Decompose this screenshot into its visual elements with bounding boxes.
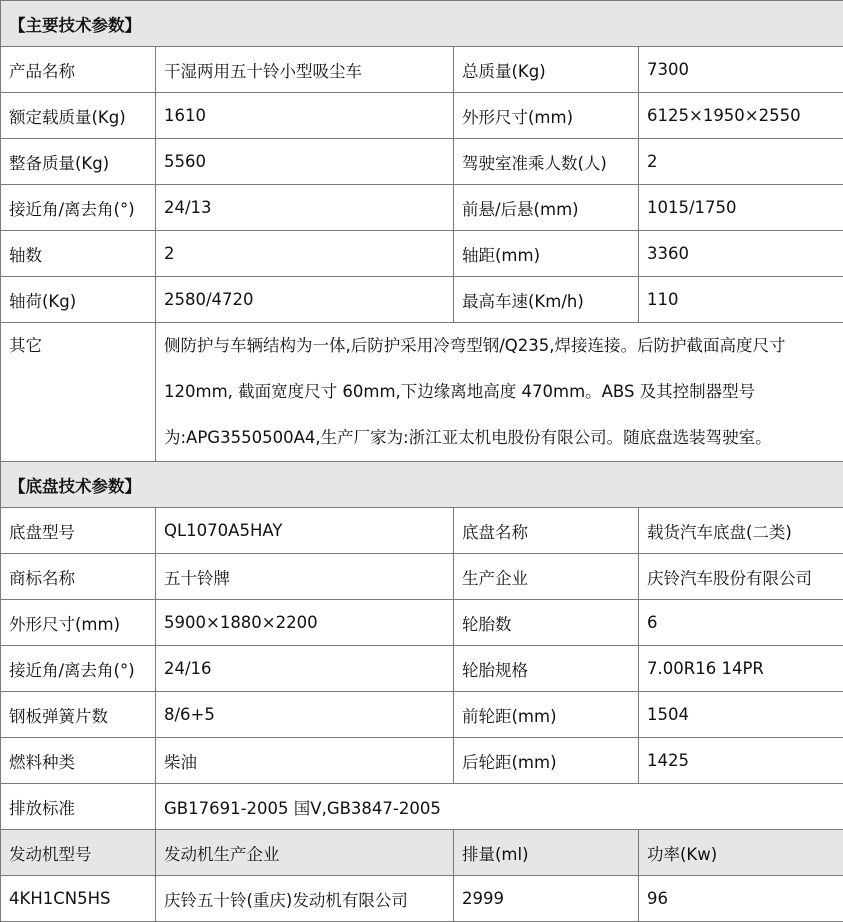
table-row bbox=[1, 47, 843, 93]
cell-value: 2 bbox=[639, 139, 843, 185]
emission-value: GB17691-2005 国Ⅴ,GB3847-2005 bbox=[156, 784, 843, 830]
engine-header-row bbox=[1, 830, 843, 876]
cell-label: 额定载质量(Kg) bbox=[1, 93, 156, 139]
cell-label: 后轮距(mm) bbox=[454, 738, 639, 784]
engine-header-cell: 功率(Kw) bbox=[639, 830, 843, 876]
cell-label: 接近角/离去角(°) bbox=[1, 646, 156, 692]
cell-value: 7300 bbox=[639, 47, 843, 93]
other-text-cell bbox=[156, 323, 843, 462]
cell-label: 总质量(Kg) bbox=[454, 47, 639, 93]
cell-label: 外形尺寸(mm) bbox=[1, 600, 156, 646]
cell-label: 燃料种类 bbox=[1, 738, 156, 784]
cell-value: 五十铃牌 bbox=[156, 554, 454, 600]
chassis-section-title: 【底盘技术参数】 bbox=[1, 462, 843, 508]
table-row bbox=[1, 231, 843, 277]
cell-value: 2 bbox=[156, 231, 454, 277]
emission-label: 排放标准 bbox=[1, 784, 156, 830]
cell-value: 5900×1880×2200 bbox=[156, 600, 454, 646]
chassis-section-header bbox=[1, 462, 843, 508]
cell-label: 外形尺寸(mm) bbox=[454, 93, 639, 139]
cell-value: 8/6+5 bbox=[156, 692, 454, 738]
table-row bbox=[1, 139, 843, 185]
cell-label: 前轮距(mm) bbox=[454, 692, 639, 738]
other-line: 侧防护与车辆结构为一体,后防护采用冷弯型钢/Q235,焊接连接。后防护截面高度尺寸 bbox=[164, 323, 839, 369]
emission-row bbox=[1, 784, 843, 830]
cell-value: 庆铃汽车股份有限公司 bbox=[639, 554, 843, 600]
cell-label: 前悬/后悬(mm) bbox=[454, 185, 639, 231]
cell-label: 轮胎规格 bbox=[454, 646, 639, 692]
cell-value: 7.00R16 14PR bbox=[639, 646, 843, 692]
engine-header-cell: 发动机型号 bbox=[1, 830, 156, 876]
cell-value: 干湿两用五十铃小型吸尘车 bbox=[156, 47, 454, 93]
cell-label: 最高车速(Km/h) bbox=[454, 277, 639, 323]
cell-value: 24/16 bbox=[156, 646, 454, 692]
main-section-header bbox=[1, 1, 843, 47]
cell-value: 24/13 bbox=[156, 185, 454, 231]
cell-value: 5560 bbox=[156, 139, 454, 185]
other-label: 其它 bbox=[9, 323, 155, 369]
cell-label: 轴数 bbox=[1, 231, 156, 277]
engine-row bbox=[1, 876, 843, 922]
engine-header-cell: 发动机生产企业 bbox=[156, 830, 454, 876]
cell-label: 底盘名称 bbox=[454, 508, 639, 554]
other-row bbox=[1, 323, 843, 462]
cell-label: 轴距(mm) bbox=[454, 231, 639, 277]
cell-value: 6125×1950×2550 bbox=[639, 93, 843, 139]
cell-value: 1610 bbox=[156, 93, 454, 139]
table-row bbox=[1, 646, 843, 692]
main-section-title: 【主要技术参数】 bbox=[1, 1, 843, 47]
cell-label: 生产企业 bbox=[454, 554, 639, 600]
engine-displacement: 2999 bbox=[454, 876, 639, 922]
other-line: 为:APG3550500A4,生产厂家为:浙江亚太机电股份有限公司。随底盘选装驾驶室。 bbox=[164, 415, 839, 461]
cell-label: 驾驶室准乘人数(人) bbox=[454, 139, 639, 185]
cell-label: 轴荷(Kg) bbox=[1, 277, 156, 323]
cell-value: 1015/1750 bbox=[639, 185, 843, 231]
cell-value: 2580/4720 bbox=[156, 277, 454, 323]
cell-value: QL1070A5HAY bbox=[156, 508, 454, 554]
cell-value: 1504 bbox=[639, 692, 843, 738]
cell-value: 6 bbox=[639, 600, 843, 646]
table-row bbox=[1, 738, 843, 784]
other-label-cell bbox=[1, 323, 156, 462]
table-row bbox=[1, 554, 843, 600]
cell-label: 轮胎数 bbox=[454, 600, 639, 646]
cell-label: 商标名称 bbox=[1, 554, 156, 600]
table-row bbox=[1, 93, 843, 139]
table-row bbox=[1, 692, 843, 738]
cell-value: 3360 bbox=[639, 231, 843, 277]
cell-value: 柴油 bbox=[156, 738, 454, 784]
other-text bbox=[164, 323, 843, 461]
cell-label: 产品名称 bbox=[1, 47, 156, 93]
cell-label: 接近角/离去角(°) bbox=[1, 185, 156, 231]
other-line: 120mm, 截面宽度尺寸 60mm,下边缘离地高度 470mm。ABS 及其控制器型号 bbox=[164, 369, 839, 415]
cell-value: 载货汽车底盘(二类) bbox=[639, 508, 843, 554]
engine-header-cell: 排量(ml) bbox=[454, 830, 639, 876]
cell-label: 钢板弹簧片数 bbox=[1, 692, 156, 738]
cell-value: 110 bbox=[639, 277, 843, 323]
engine-power: 96 bbox=[639, 876, 843, 922]
table-row bbox=[1, 600, 843, 646]
table-row bbox=[1, 185, 843, 231]
table-row bbox=[1, 508, 843, 554]
engine-manufacturer: 庆铃五十铃(重庆)发动机有限公司 bbox=[156, 876, 454, 922]
table-row bbox=[1, 277, 843, 323]
engine-model: 4KH1CN5HS bbox=[1, 876, 156, 922]
cell-label: 底盘型号 bbox=[1, 508, 156, 554]
cell-label: 整备质量(Kg) bbox=[1, 139, 156, 185]
cell-value: 1425 bbox=[639, 738, 843, 784]
